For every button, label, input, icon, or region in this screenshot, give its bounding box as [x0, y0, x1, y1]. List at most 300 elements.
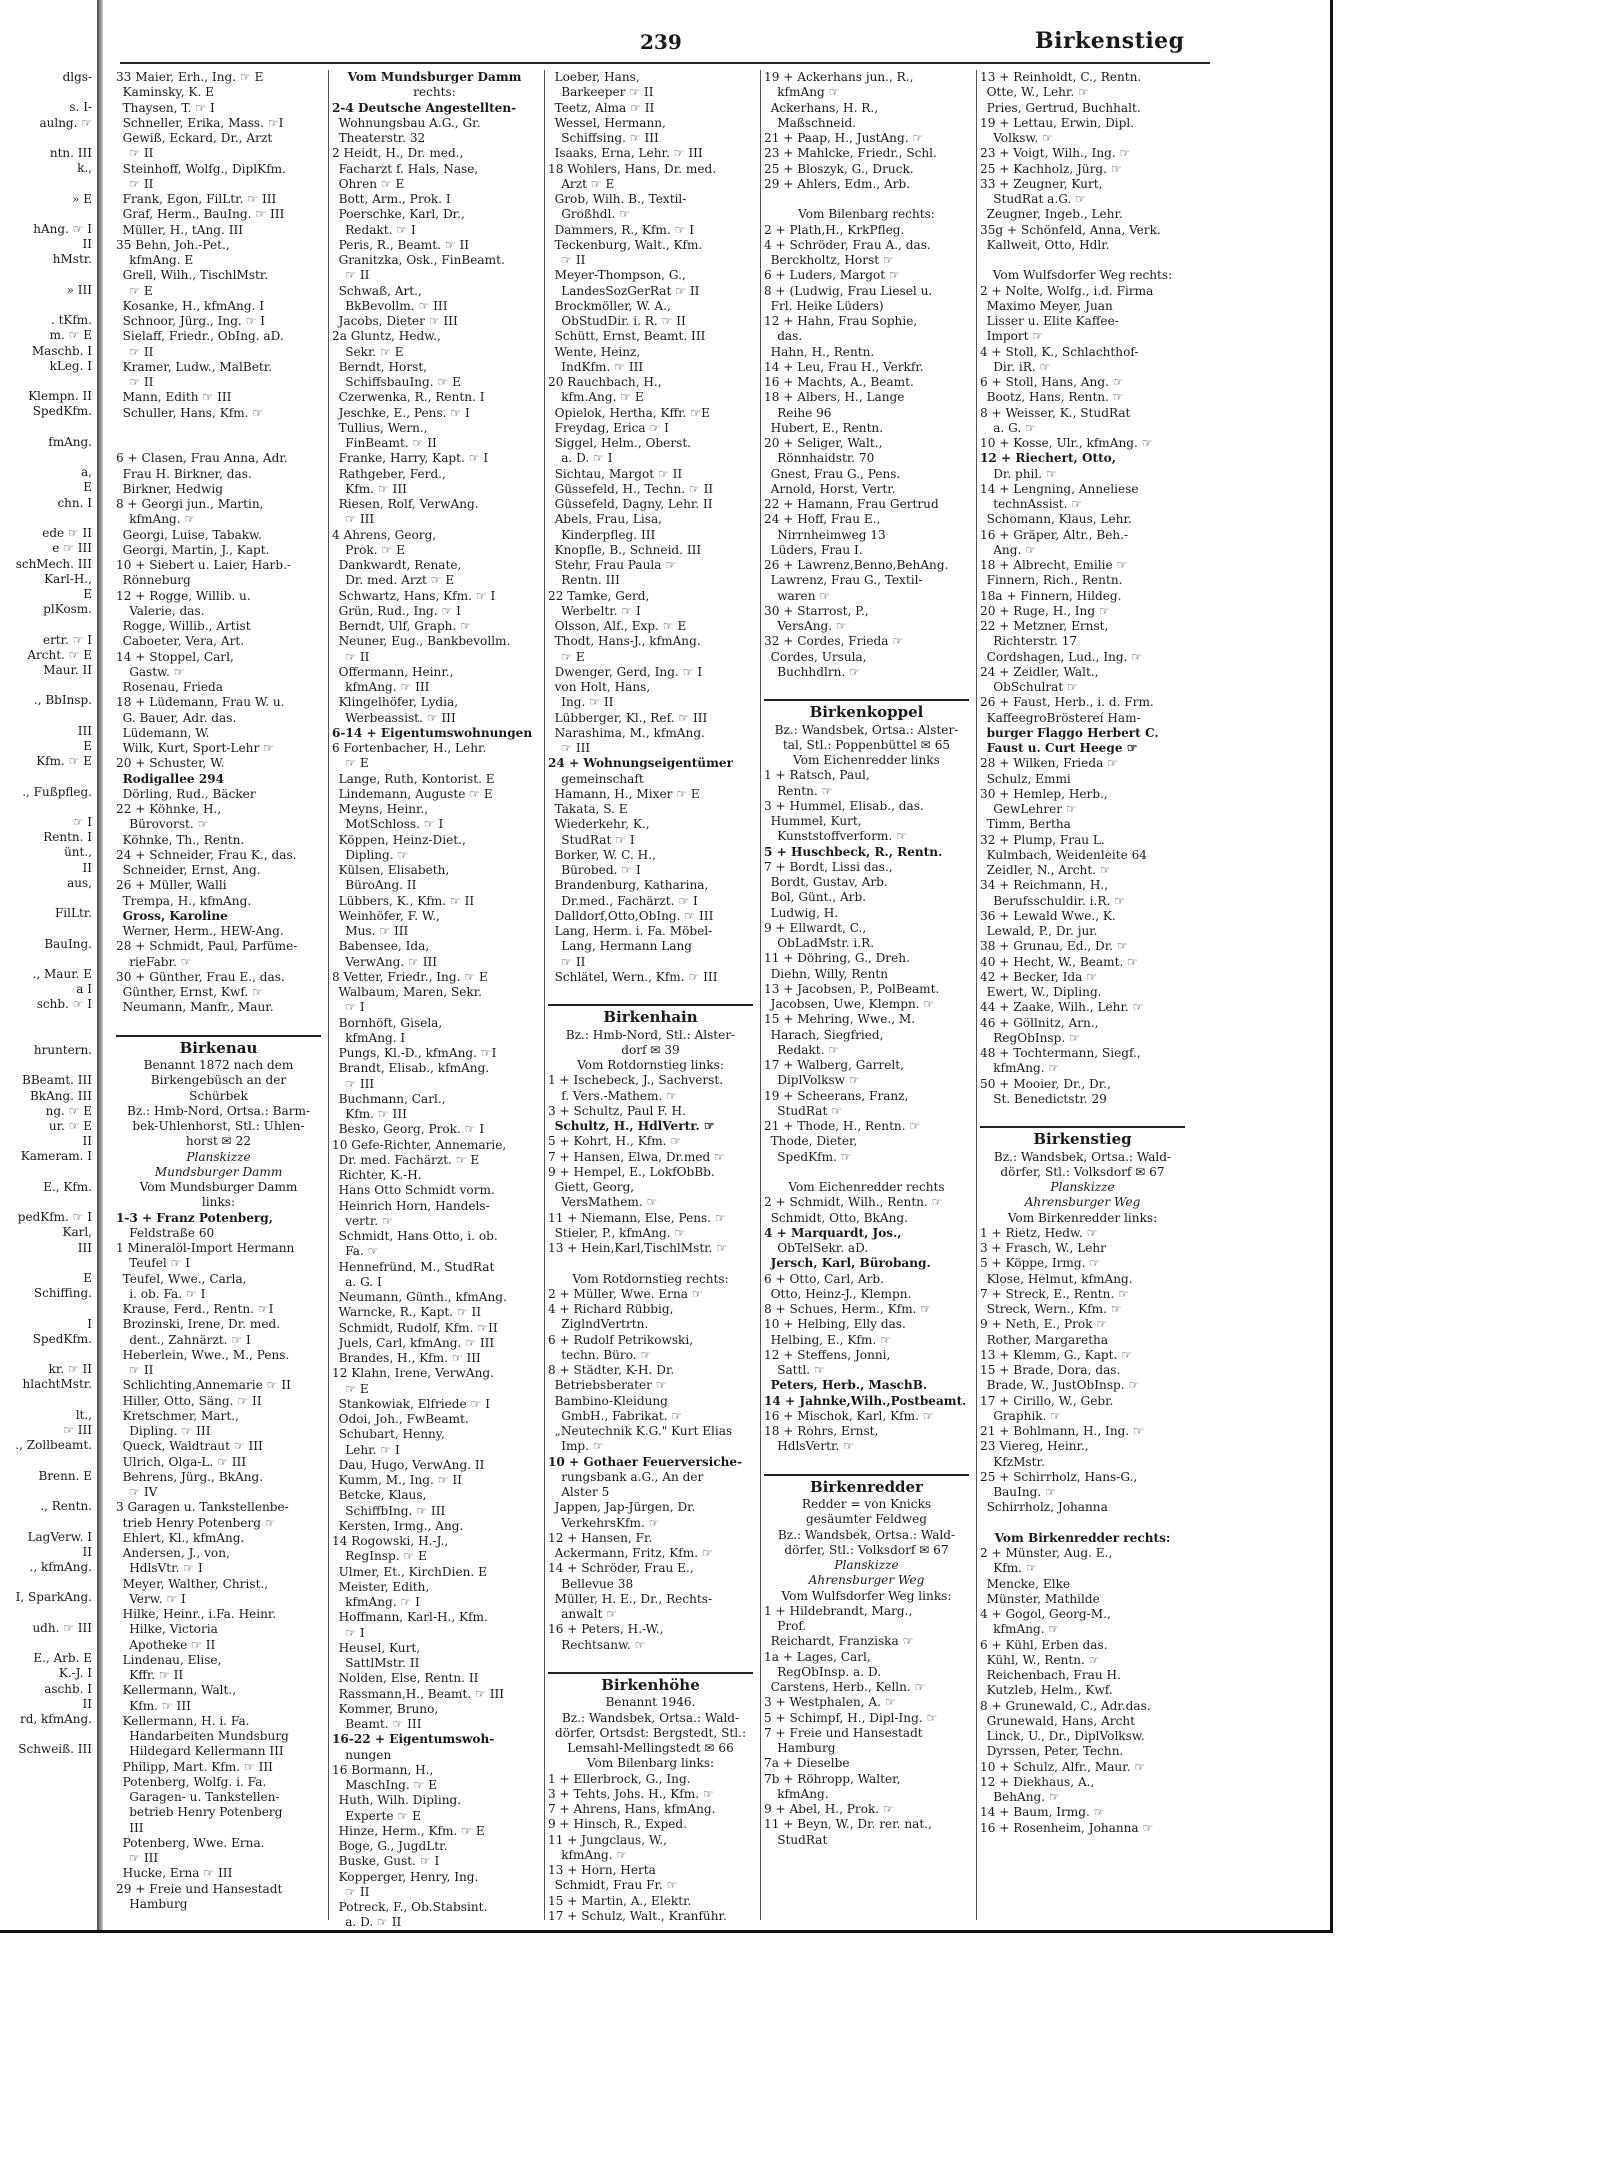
directory-entry: Isaaks, Erna, Lehr. ☞ III: [554, 146, 703, 161]
directory-entry: a. D. ☞ I: [561, 451, 613, 466]
prev-page-line: LagVerw. I: [27, 1529, 92, 1544]
directory-entry: 6 + Luders, Margot ☞: [764, 268, 900, 283]
directory-entry: 21 + Bohlmann, H., Ing. ☞: [980, 1424, 1144, 1438]
directory-entry: dörfer, Ortsdst: Bergstedt, Stl.:: [554, 1725, 747, 1740]
directory-entry: 20 + Seliger, Walt.,: [764, 436, 883, 450]
directory-entry: Schlichting,Annemarie ☞ II: [122, 1378, 291, 1393]
prev-page-line: ., Maur. E: [32, 966, 92, 981]
directory-entry: 12 + Rogge, Willib. u.: [116, 588, 251, 603]
directory-entry: Dr. phil. ☞: [993, 466, 1057, 481]
blank-line: [980, 1516, 1185, 1531]
directory-entry: Diehn, Willy, Rentn: [770, 966, 889, 981]
prev-page-line: kr. ☞ II: [48, 1362, 92, 1377]
directory-entry: 3 Garagen u. Tankstellenbe-: [116, 1500, 289, 1515]
directory-entry: 18 + Rohrs, Ernst,: [764, 1424, 879, 1438]
directory-entry: Feldstraße 60: [129, 1225, 215, 1240]
directory-entry: Kühl, W., Rentn. ☞: [986, 1652, 1100, 1667]
street-heading: Birkenau: [116, 1035, 321, 1056]
directory-entry: Potenberg, Wwe. Erna.: [122, 1835, 265, 1850]
prev-page-line: » E: [72, 191, 92, 206]
directory-entry: kfmAng. ☞: [993, 1622, 1060, 1637]
directory-entry: Berndt, Horst,: [338, 359, 428, 374]
prev-page-line: aschb. I: [44, 1681, 92, 1696]
header-rule: [120, 62, 1210, 64]
prev-page-line: [0, 1028, 96, 1043]
directory-entry: Müller, H. E., Dr., Rechts-: [554, 1591, 713, 1606]
directory-entry: Großhdl. ☞: [561, 207, 630, 222]
prev-page-line: Maur. II: [43, 662, 92, 677]
directory-entry: ☞ III: [345, 1076, 375, 1091]
directory-entry: 10 + Schulz, Alfr., Maur. ☞: [980, 1759, 1146, 1774]
directory-entry: Betcke, Klaus,: [338, 1488, 427, 1503]
directory-entry: Potenberg, Wolfg. i. Fa.: [122, 1774, 267, 1789]
directory-entry: 32 + Cordes, Frieda ☞: [764, 634, 904, 649]
blank-line: [764, 680, 969, 695]
directory-entry: Kosanke, H., kfmAng. I: [122, 298, 265, 313]
directory-entry: Takata, S. E: [554, 802, 628, 816]
directory-entry: 15 + Mehring, Wwe., M.: [764, 1012, 916, 1027]
directory-entry: Steinhoff, Wolfg., DiplKfm.: [122, 161, 286, 176]
prev-page-line: [0, 1453, 96, 1468]
directory-entry: a. G. ☞: [993, 420, 1036, 435]
directory-entry: Hennefründ, M., StudRat: [338, 1259, 495, 1274]
directory-entry: Ing. ☞ II: [561, 695, 614, 710]
directory-entry: 14 + Leu, Frau H., Verkfr.: [764, 359, 924, 374]
directory-entry: 4 + Marquardt, Jos.,: [764, 1225, 902, 1240]
prev-page-line: [0, 769, 96, 784]
prev-page-line: ., BbInsp.: [33, 693, 92, 708]
directory-entry: Meyer-Thompson, G.,: [554, 268, 686, 283]
directory-entry: 1a + Lages, Carl,: [764, 1649, 871, 1664]
directory-entry: ☞ E: [129, 283, 153, 298]
prev-page-line: Kfm. ☞ E: [36, 754, 92, 769]
directory-entry: Ehlert, Kl., kfmAng.: [122, 1530, 245, 1545]
directory-entry: kfm.Ang. ☞ E: [561, 390, 644, 405]
directory-entry: 10 + Siebert u. Laier, Harb.-: [116, 558, 291, 572]
prev-page-line: ertr. ☞ I: [42, 632, 92, 647]
directory-entry: Neuner, Eug., Bankbevollm.: [338, 634, 511, 649]
directory-entry: DiplVolksw ☞: [777, 1073, 860, 1088]
directory-entry: bek-Uhlenhorst, Stl.: Uhlen-: [132, 1119, 305, 1133]
prev-page-line: fmAng.: [48, 434, 92, 449]
running-head: Birkenstieg: [1035, 28, 1185, 54]
directory-entry: Import ☞: [986, 329, 1044, 344]
directory-entry: technAssist. ☞: [993, 497, 1083, 511]
directory-entry: Hans Otto Schmidt vorm.: [338, 1183, 495, 1198]
directory-entry: Bootz, Hans, Rentn. ☞: [986, 390, 1124, 405]
directory-entry: 44 + Zaake, Wilh., Lehr. ☞: [980, 1000, 1144, 1015]
directory-entry: 19 + Lettau, Erwin, Dipl.: [980, 115, 1135, 130]
directory-entry: G. Bauer, Adr. das.: [122, 710, 237, 725]
directory-entry: Jappen, Jap-Jürgen, Dr.: [554, 1500, 696, 1515]
directory-entry: 29 + Freie und Hansestadt: [116, 1881, 283, 1896]
directory-entry: Bambino-Kleidung: [554, 1393, 668, 1408]
directory-entry: SchiffsbauIng. ☞ E: [345, 375, 461, 389]
directory-entry: Dipling. ☞ III: [129, 1424, 211, 1438]
prev-page-line: [0, 1195, 96, 1210]
directory-entry: Linck, U., Dr., DiplVolksw.: [986, 1729, 1145, 1743]
directory-entry: Dau, Hugo, VerwAng. II: [338, 1457, 485, 1472]
directory-entry: Lemsahl-Mellingstedt ✉ 66: [567, 1741, 734, 1755]
directory-entry: 8 + (Ludwig, Frau Liesel u.: [764, 283, 933, 298]
directory-entry: Jeschke, E., Pens. ☞ I: [338, 405, 470, 420]
directory-entry: 33 + Zeugner, Kurt,: [980, 176, 1103, 191]
prev-page-line: II: [82, 1696, 92, 1711]
column-divider: [760, 70, 761, 1920]
directory-entry: KfzMstr.: [993, 1454, 1045, 1469]
directory-entry: 6-14 + Eigentumswohnungen: [332, 725, 533, 740]
directory-entry: 16 + Peters, H.-W.,: [548, 1622, 664, 1637]
directory-entry: Facharzt f. Hals, Nase,: [338, 161, 479, 176]
directory-entry: f. Vers.-Mathem. ☞: [561, 1088, 678, 1103]
directory-entry: St. Benedictstr. 29: [993, 1091, 1107, 1106]
directory-entry: dorf ✉ 39: [621, 1042, 680, 1057]
directory-entry: 11 + Niemann, Else, Pens. ☞: [548, 1210, 726, 1225]
directory-entry: 4 + Schröder, Frau A., das.: [764, 237, 931, 252]
directory-entry: Thode, Dieter,: [770, 1134, 858, 1149]
prev-page-line: Schweiß. III: [18, 1742, 92, 1757]
directory-entry: Ang. ☞: [993, 542, 1036, 557]
directory-entry: 3 + Schultz, Paul F. H.: [548, 1103, 686, 1118]
prev-page-line: ., Zollbeamt.: [15, 1438, 92, 1453]
directory-entry: 48 + Tochtermann, Siegf.,: [980, 1046, 1141, 1060]
directory-entry: Rogge, Willib., Artist: [122, 619, 251, 633]
directory-entry: Garagen- u. Tankstellen-: [129, 1790, 280, 1804]
directory-entry: Dyrssen, Peter, Techn.: [986, 1744, 1124, 1759]
prev-page-line: [0, 85, 96, 100]
prev-page-line: II: [82, 237, 92, 252]
prev-page-line: [0, 1514, 96, 1529]
directory-entry: Andersen, J., von,: [122, 1546, 230, 1560]
directory-entry: Schulz, Emmi: [986, 771, 1071, 786]
directory-entry: Vom Eichenredder rechts: [788, 1180, 945, 1194]
directory-entry: Theaterstr. 32: [338, 131, 426, 145]
directory-entry: rieFabr. ☞: [129, 954, 192, 969]
directory-entry: VerkehrsKfm. ☞: [561, 1515, 660, 1530]
directory-entry: 3 + Hummel, Elisab., das.: [764, 798, 924, 813]
prev-page-line: III: [77, 723, 92, 738]
directory-entry: 23 + Mahlcke, Friedr., Schl.: [764, 146, 937, 161]
directory-entry: 9 + Hinsch, R., Exped.: [548, 1817, 687, 1832]
directory-entry: 28 + Schmidt, Paul, Parfüme-: [116, 939, 298, 954]
directory-entry: 9 + Ellwardt, C.,: [764, 920, 867, 935]
directory-entry: Redakt. ☞ I: [345, 222, 416, 237]
prev-page-line: ng. ☞ E: [45, 1103, 92, 1118]
directory-entry: 8 Vetter, Friedr., Ing. ☞ E: [332, 969, 488, 984]
directory-entry: Bol, Günt., Arb.: [770, 890, 867, 905]
directory-entry: 18 + Albers, H., Lange: [764, 390, 905, 405]
directory-entry: gesäumter Feldweg: [806, 1512, 927, 1527]
prev-page-line: [0, 1484, 96, 1499]
directory-entry: betrieb Henry Potenberg: [129, 1805, 283, 1820]
directory-entry: Schultz, H., HdlVertr. ☞: [554, 1119, 715, 1133]
directory-entry: Borker, W. C. H.,: [554, 847, 656, 862]
directory-entry: 17 + Schulz, Walt., Kranführ.: [548, 1908, 727, 1923]
prev-page-line: Maschb. I: [31, 343, 92, 358]
directory-entry: kfmAng. ☞: [561, 1847, 628, 1862]
directory-entry: Hubert, E., Rentn.: [770, 420, 884, 435]
blank-line: [116, 436, 321, 451]
prev-page-line: II: [82, 1544, 92, 1559]
directory-entry: Klingelhöfer, Lydia,: [338, 695, 459, 710]
directory-entry: Jacobs, Dieter ☞ III: [338, 314, 458, 328]
directory-entry: 2 + Schmidt, Wilh., Rentn. ☞: [764, 1195, 943, 1210]
directory-entry: 21 + Thode, H., Rentn. ☞: [764, 1119, 921, 1133]
directory-entry: Bz.: Hmb-Nord, Ortsa.: Barm-: [126, 1103, 311, 1118]
directory-entry: Peris, R., Beamt. ☞ II: [338, 237, 470, 252]
directory-entry: 36 + Lewald Wwe., K.: [980, 908, 1116, 923]
directory-entry: Schiffsing. ☞ III: [561, 131, 659, 145]
directory-entry: RegInsp. ☞ E: [345, 1549, 427, 1564]
column-divider: [328, 70, 329, 1920]
directory-entry: Kaminsky, K. E: [122, 85, 214, 100]
directory-entry: Bz.: Wandsbek, Ortsa.: Wald-: [993, 1149, 1172, 1164]
prev-page-line: Brenn. E: [38, 1468, 92, 1483]
directory-column-3: [548, 70, 753, 1925]
directory-entry: Graf, Herm., BauIng. ☞ III: [122, 207, 285, 222]
directory-entry: HdlsVertr. ☞: [777, 1439, 854, 1454]
directory-entry: gemeinschaft: [561, 771, 644, 786]
prev-page-line: [0, 1347, 96, 1362]
directory-entry: 23 Viereg, Heinr.,: [980, 1439, 1089, 1454]
prev-page-line: E: [83, 738, 92, 753]
directory-entry: Lübberger, Kl., Ref. ☞ III: [554, 710, 708, 725]
street-heading: Birkenhöhe: [548, 1672, 753, 1693]
directory-entry: Ewert, W., Dipling.: [986, 985, 1102, 999]
prev-page-line: [0, 131, 96, 146]
directory-entry: Prof.: [777, 1619, 807, 1633]
directory-entry: Streck, Wern., Kfm. ☞: [986, 1302, 1122, 1316]
directory-entry: Potreck, F., Ob.Stabsint.: [338, 1900, 488, 1914]
directory-entry: Queck, Waldtraut ☞ III: [122, 1439, 263, 1454]
directory-entry: Pungs, Kl.-D., kfmAng. ☞I: [338, 1046, 497, 1060]
directory-entry: Hoffmann, Karl-H., Kfm.: [338, 1610, 488, 1625]
directory-entry: 7 + Hansen, Elwa, Dr.med ☞: [548, 1149, 725, 1164]
directory-entry: Krause, Ferd., Rentn. ☞I: [122, 1302, 274, 1316]
directory-entry: Kfm. ☞: [993, 1561, 1037, 1576]
directory-entry: Czerwenka, R., Rentn. I: [338, 390, 485, 405]
prev-page-line: ., Rentn.: [40, 1499, 92, 1514]
directory-entry: Cordshagen, Lud., Ing. ☞: [986, 649, 1143, 664]
directory-entry: 1 + Ratsch, Paul,: [764, 768, 870, 783]
directory-entry: ObSchulrat ☞: [993, 680, 1078, 694]
directory-entry: Brandenburg, Katharina,: [554, 878, 709, 893]
directory-entry: Rathgeber, Ferd.,: [338, 466, 446, 481]
directory-entry: 19 + Scheerans, Franz,: [764, 1088, 909, 1103]
directory-entry: 13 + Jacobsen, P., PolBeamt.: [764, 981, 940, 996]
directory-entry: 6 + Rudolf Petrikowski,: [548, 1332, 694, 1347]
directory-entry: ☞ III: [345, 512, 375, 527]
directory-entry: 14 + Lengning, Anneliese: [980, 481, 1139, 496]
directory-entry: 46 + Göllnitz, Arn.,: [980, 1015, 1099, 1030]
directory-entry: Gastw. ☞: [129, 664, 185, 679]
directory-entry: 10 + Kosse, Ulr., kfmAng. ☞: [980, 436, 1153, 450]
directory-entry: Tullius, Wern.,: [338, 420, 428, 435]
prev-page-line: Rentn. I: [43, 830, 92, 845]
directory-entry: 23 + Voigt, Wilh., Ing. ☞: [980, 146, 1131, 161]
directory-entry: 5 + Huschbeck, R., Rentn.: [764, 844, 943, 859]
directory-entry: Offermann, Heinr.,: [338, 664, 454, 679]
directory-entry: vertr. ☞: [345, 1213, 393, 1228]
prev-page-line: [0, 450, 96, 465]
directory-entry: Philipp, Mart. Kfm. ☞ III: [122, 1759, 273, 1774]
prev-page-line: [0, 952, 96, 967]
directory-entry: Teetz, Alma ☞ II: [554, 100, 655, 115]
prev-page-line: [0, 374, 96, 389]
directory-entry: Meister, Edith,: [338, 1579, 430, 1594]
directory-entry: Hilke, Heinr., i.Fa. Heinr.: [122, 1607, 277, 1621]
directory-entry: StudRat ☞: [777, 1103, 843, 1118]
directory-entry: Rodigallee 294: [122, 771, 225, 786]
directory-entry: Lawrenz, Frau G., Textil-: [770, 573, 923, 588]
directory-entry: 17 + Cirillo, W., Gebr.: [980, 1393, 1114, 1408]
prev-page-line: [0, 176, 96, 191]
directory-entry: Heinrich Horn, Handels-: [338, 1198, 490, 1213]
prev-page-line: ünt.,: [64, 845, 92, 860]
directory-entry: rungsbank a.G., An der: [561, 1469, 704, 1484]
directory-entry: anwalt ☞: [561, 1607, 618, 1621]
directory-entry: Heberlein, Wwe., M., Pens.: [122, 1347, 290, 1362]
directory-entry: 2 + Müller, Wwe. Erna ☞: [548, 1286, 703, 1301]
page-number: 239: [640, 30, 682, 54]
prev-page-line: [0, 1636, 96, 1651]
directory-entry: 13 + Klemm, G., Kapt. ☞: [980, 1347, 1133, 1362]
directory-entry: Hamburg: [129, 1896, 188, 1911]
directory-entry: Schneller, Erika, Mass. ☞I: [122, 115, 284, 130]
directory-entry: Brade, W., JustObInsp. ☞: [986, 1378, 1140, 1393]
directory-entry: Jacobsen, Uwe, Klempn. ☞: [770, 997, 935, 1011]
directory-entry: 20 + Ruge, H., Ing ☞: [980, 603, 1110, 618]
directory-entry: Mencke, Elke: [986, 1576, 1071, 1591]
street-heading: Birkenhain: [548, 1004, 753, 1025]
prev-page-line: ☞ III: [63, 1423, 92, 1438]
directory-entry: III: [129, 1820, 144, 1835]
directory-entry: Richter, K.-H.: [338, 1168, 422, 1182]
directory-entry: techn. Büro. ☞: [561, 1347, 652, 1362]
directory-entry: Dir. iR. ☞: [993, 359, 1051, 374]
directory-entry: 22 + Metzner, Ernst,: [980, 619, 1109, 633]
directory-entry: Volksw. ☞: [993, 131, 1053, 145]
blank-line: [116, 421, 321, 436]
directory-entry: Reichenbach, Frau H.: [986, 1668, 1121, 1682]
directory-entry: Kommer, Bruno,: [338, 1701, 439, 1716]
directory-entry: Gnest, Frau G., Pens.: [770, 466, 901, 481]
directory-entry: 6 + Otto, Carl, Arb.: [764, 1271, 885, 1286]
prev-page-line: aulng. ☞: [39, 115, 92, 130]
directory-entry: 26 + Müller, Walli: [116, 878, 227, 893]
directory-entry: 7 + Streck, E., Rentn. ☞: [980, 1286, 1129, 1301]
prev-page-line: a I: [76, 982, 92, 997]
directory-entry: Huth, Wilh. Dipling.: [338, 1793, 462, 1808]
directory-entry: Schmidt, Otto, BkAng.: [770, 1210, 908, 1225]
directory-entry: SattlMstr. II: [345, 1656, 420, 1670]
directory-entry: 17 + Walberg, Garrelt,: [764, 1058, 904, 1072]
directory-entry: Bz.: Wandsbek, Ortsa.: Alster-: [774, 722, 959, 737]
directory-entry: Frank, Egon, FilLtr. ☞ III: [122, 192, 277, 206]
directory-entry: Dammers, R., Kfm. ☞ I: [554, 222, 695, 237]
directory-entry: 14 Rogowski, H.-J.,: [332, 1534, 449, 1548]
directory-entry: Schubart, Henny,: [338, 1427, 445, 1442]
column-divider: [544, 70, 545, 1920]
prev-page-line: ur. ☞ E: [48, 1119, 92, 1134]
directory-entry: 1 Mineralöl-Import Hermann: [116, 1241, 295, 1255]
directory-entry: kfmAng. E: [129, 253, 194, 267]
directory-entry: 2 + Plath,H., KrkPfleg.: [764, 222, 905, 237]
prev-page-line: Kameram. I: [20, 1149, 92, 1164]
directory-entry: Handarbeiten Mundsburg: [129, 1729, 289, 1743]
directory-entry: Bordt, Gustav, Arb.: [770, 875, 888, 889]
directory-entry: Grunewald, Hans, Archt: [986, 1713, 1136, 1728]
directory-entry: 15 + Martin, A., Elektr.: [548, 1893, 692, 1908]
directory-entry: ☞ E: [345, 756, 369, 771]
directory-entry: Lisser u. Elite Kaffee-: [986, 314, 1119, 328]
directory-entry: Franke, Harry, Kapt. ☞ I: [338, 451, 489, 466]
prev-page-line: ☞ I: [72, 814, 92, 829]
directory-entry: Abels, Frau, Lisa,: [554, 512, 663, 527]
street-heading: Birkenkoppel: [764, 699, 969, 720]
directory-entry: Frau H. Birkner, das.: [122, 466, 252, 481]
directory-entry: Lang, Hermann Lang: [561, 939, 693, 954]
directory-entry: Maximo Meyer, Juan: [986, 298, 1113, 313]
directory-entry: Bürovorst. ☞: [129, 817, 209, 832]
directory-entry: Apotheke ☞ II: [129, 1637, 216, 1652]
directory-entry: Wiederkehr, K.,: [554, 817, 650, 832]
directory-entry: 4 + Richard Rübbig,: [548, 1302, 674, 1316]
directory-entry: Berckholtz, Horst ☞: [770, 253, 894, 267]
directory-entry: 14 + Schröder, Frau E.,: [548, 1561, 694, 1576]
directory-entry: ☞ E: [561, 649, 585, 664]
directory-entry: Kellermann, Walt.,: [122, 1683, 237, 1698]
prev-page-line: [0, 207, 96, 222]
directory-entry: RegObInsp. a. D.: [777, 1664, 882, 1679]
directory-entry: SpedKfm. ☞: [777, 1149, 852, 1164]
blank-line: [764, 1455, 969, 1470]
directory-entry: 35 Behn, Joh.-Pet.,: [116, 237, 230, 252]
directory-entry: Redakt. ☞: [777, 1042, 840, 1057]
directory-entry: Teufel, Wwe., Carla,: [122, 1271, 247, 1286]
directory-entry: 18 + Lüdemann, Frau W. u.: [116, 695, 285, 710]
prev-page-line: hMstr.: [52, 252, 92, 267]
directory-entry: Teckenburg, Walt., Kfm.: [554, 237, 703, 252]
directory-entry: 25 + Bloszyk, G., Druck.: [764, 161, 914, 176]
directory-entry: ☞ II: [129, 344, 154, 359]
directory-entry: dörfer, Stl.: Volksdorf ✉ 67: [1000, 1164, 1165, 1179]
directory-entry: Meyer, Walther, Christ.,: [122, 1576, 269, 1591]
directory-entry: 6 Fortenbacher, H., Lehr.: [332, 741, 487, 755]
prev-page-line: [0, 1058, 96, 1073]
directory-entry: Faust u. Curt Heege ☞: [986, 741, 1138, 755]
directory-entry: 2a Gluntz, Hedw.,: [332, 329, 441, 344]
directory-entry: VerwAng. ☞ III: [345, 954, 438, 969]
directory-entry: Münster, Mathilde: [986, 1591, 1100, 1606]
directory-entry: Nirrnheimweg 13: [777, 527, 886, 542]
prev-page-line: BkAng. III: [29, 1088, 92, 1103]
directory-entry: GmbH., Fabrikat. ☞: [561, 1408, 683, 1423]
directory-entry: 42 + Becker, Ida ☞: [980, 969, 1098, 984]
directory-entry: Vom Birkenredder rechts:: [994, 1530, 1171, 1545]
directory-entry: 10 + Helbing, Elly das.: [764, 1317, 906, 1332]
directory-entry: Brozinski, Irene, Dr. med.: [122, 1317, 281, 1332]
directory-entry: burger Flaggo Herbert C.: [986, 725, 1159, 740]
directory-entry: 6 + Clasen, Frau Anna, Adr.: [116, 451, 288, 466]
directory-entry: 4 + Gogol, Georg-M.,: [980, 1607, 1111, 1621]
directory-entry: Grob, Wilh. B., Textil-: [554, 192, 687, 206]
directory-entry: Stehr, Frau Paula ☞: [554, 558, 677, 572]
directory-entry: Bz.: Wandsbek, Ortsa.: Wald-: [777, 1527, 956, 1542]
directory-entry: Schmidt, Rudolf, Kfm. ☞II: [338, 1320, 498, 1335]
directory-entry: Rosenau, Frieda: [122, 680, 223, 694]
directory-entry: waren ☞: [777, 588, 831, 603]
